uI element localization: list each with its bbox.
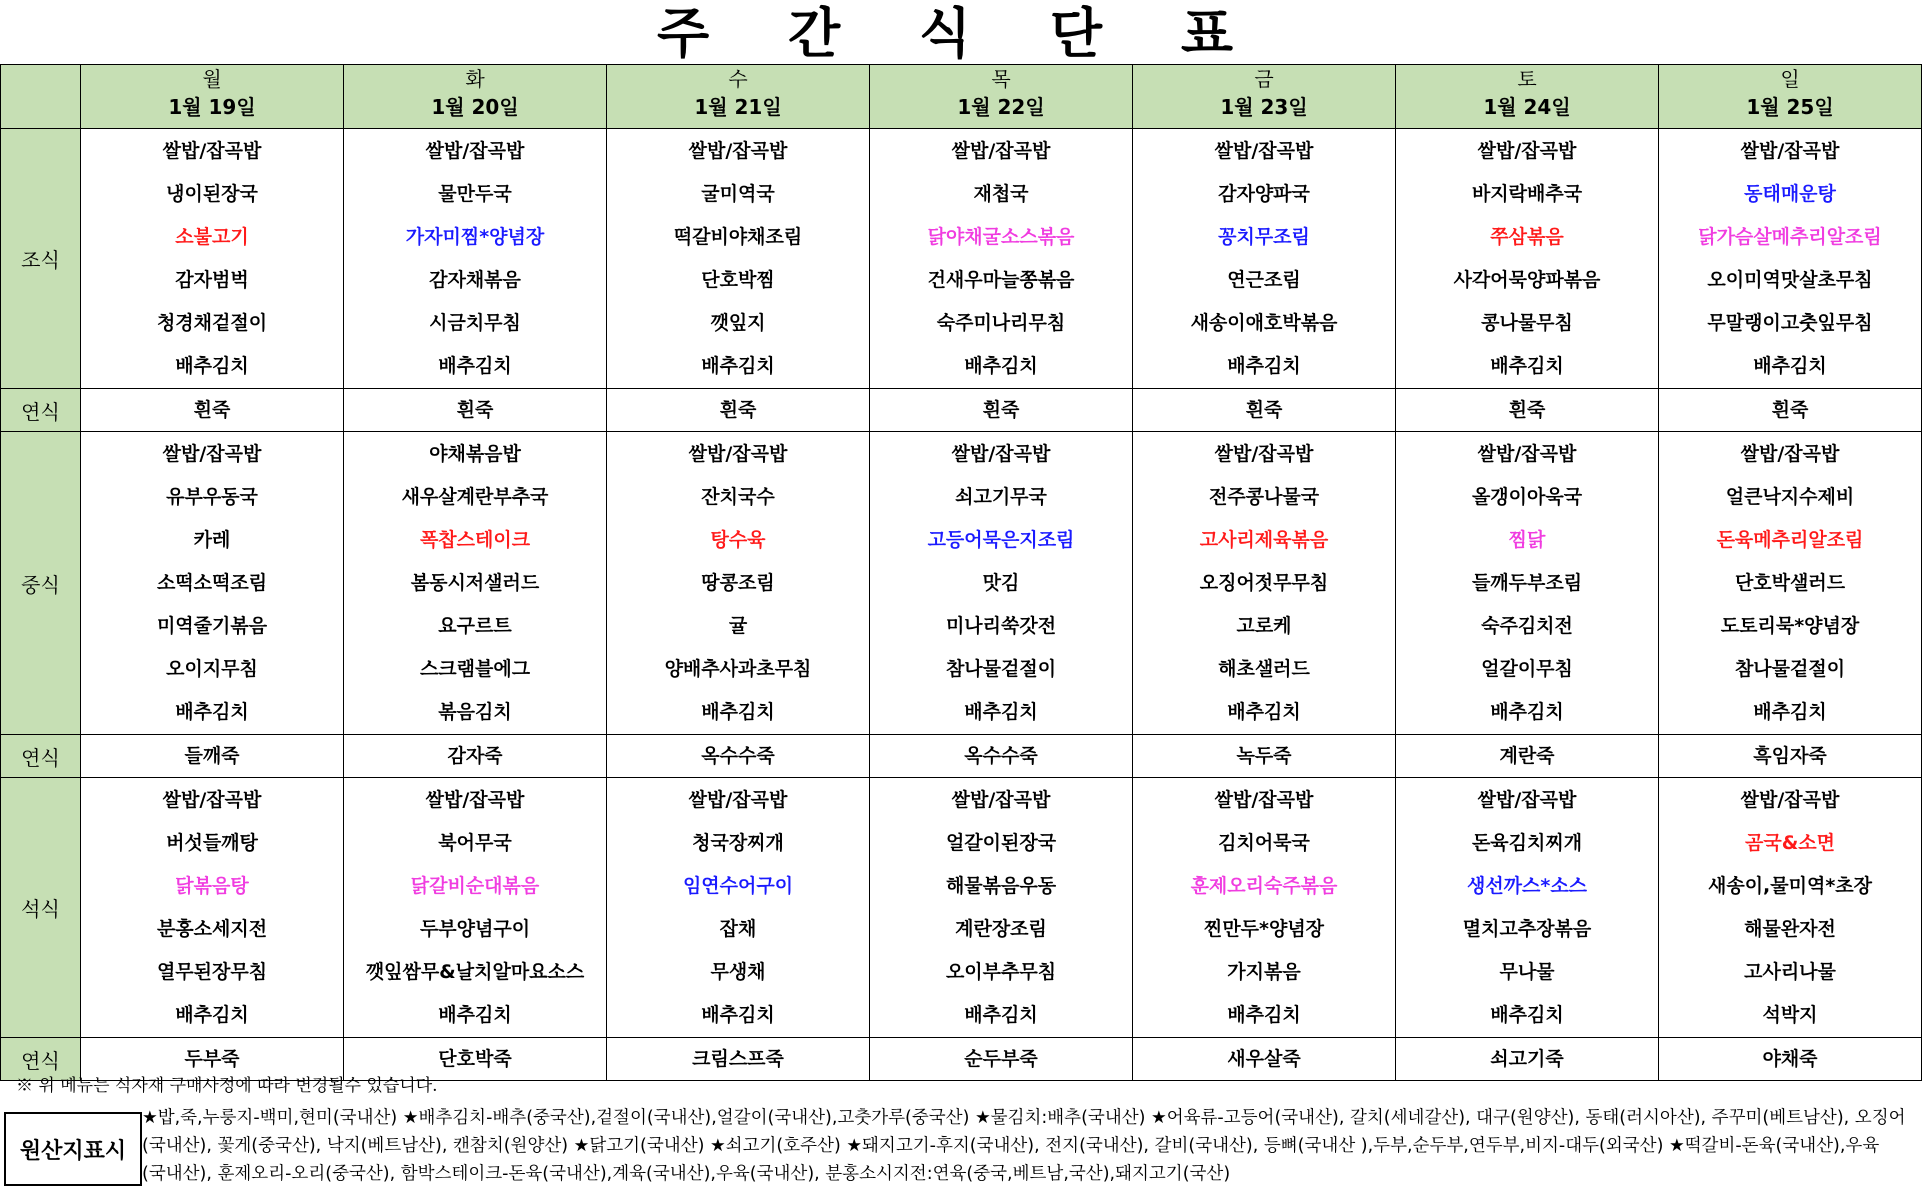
menu-item: 새송이,물미역*초장 [1708,875,1872,897]
menu-item: 가자미찜*양념장 [405,226,545,248]
menu-item: 흰죽 [193,399,231,421]
snack-pm-cell [1396,735,1659,778]
day-header [1133,65,1396,129]
breakfast-cell [607,129,870,389]
menu-item: 멸치고추장볶음 [1462,918,1592,940]
snack-pm-cell [870,735,1133,778]
menu-item: 바지락배추국 [1471,183,1583,205]
menu-item: 흰죽 [1771,399,1809,421]
menu-item: 미나리쑥갓전 [945,615,1057,637]
menu-item: 참나물겉절이 [1734,658,1846,680]
dinner-cell [344,778,607,1038]
menu-item: 쌀밥/잡곡밥 [1477,443,1577,465]
breakfast-cell [344,129,607,389]
menu-item: 쌀밥/잡곡밥 [162,789,262,811]
menu-item: 땅콩조림 [701,572,775,594]
menu-item: 소떡소떡조림 [156,572,268,594]
menu-item: 배추김치 [1490,1004,1564,1026]
menu-item: 쌀밥/잡곡밥 [688,443,788,465]
menu-item: 양배추사과초무침 [664,658,812,680]
menu-item: 쭈삼볶음 [1490,226,1564,248]
menu-item: 단호박찜 [701,269,775,291]
origin-label: 원산지표시 [4,1112,142,1186]
breakfast-cell [1659,129,1922,389]
menu-item: 오이부추무침 [945,961,1057,983]
menu-item: 쌀밥/잡곡밥 [1214,443,1314,465]
menu-item: 냉이된장국 [166,183,258,205]
menu-item: 연근조림 [1227,269,1301,291]
menu-item: 감자범벅 [175,269,249,291]
menu-item: 귤 [728,615,748,637]
menu-item: 유부우동국 [166,486,258,508]
day-header [607,65,870,129]
menu-item: 들깨두부조림 [1471,572,1583,594]
day-date: 1월 25일 [1746,95,1834,119]
menu-item: 소불고기 [175,226,249,248]
breakfast-cell [81,129,344,389]
menu-item: 닭볶음탕 [175,875,249,897]
lunch-cell [344,432,607,735]
snack-am-cell [607,389,870,432]
day-name: 일 [1780,67,1800,91]
menu-item: 청경채겉절이 [156,312,268,334]
menu-item: 배추김치 [1227,701,1301,723]
snack-am-row [1,389,1922,432]
menu-item: 배추김치 [964,701,1038,723]
lunch-cell [1659,432,1922,735]
menu-item: 쌀밥/잡곡밥 [425,789,525,811]
menu-item: 계란장조림 [955,918,1047,940]
lunch-row [1,432,1922,735]
menu-item: 쌀밥/잡곡밥 [1477,789,1577,811]
snack-pm-cell [81,735,344,778]
menu-item: 카레 [193,529,231,551]
menu-item: 요구르트 [438,615,512,637]
menu-item: 배추김치 [701,701,775,723]
menu-item: 배추김치 [1490,355,1564,377]
menu-item: 새우살계란부추국 [401,486,549,508]
menu-item: 가지볶음 [1227,961,1301,983]
menu-item: 참나물겉절이 [945,658,1057,680]
menu-item: 배추김치 [438,355,512,377]
menu-item: 닭야채굴소스볶음 [927,226,1075,248]
menu-item: 새송이애호박볶음 [1190,312,1338,334]
snack-am-label: 연식 [1,389,81,432]
menu-item: 임연수어구이 [682,875,794,897]
footer [0,1074,1922,1193]
menu-item: 쌀밥/잡곡밥 [1214,789,1314,811]
menu-item: 흰죽 [456,399,494,421]
menu-item: 찐만두*양념장 [1203,918,1325,940]
menu-item: 고사리나물 [1744,961,1836,983]
menu-item: 생선까스*소스 [1466,875,1588,897]
day-name: 화 [465,67,485,91]
snack-am-cell [1659,389,1922,432]
menu-item: 배추김치 [438,1004,512,1026]
snack-am-cell [1133,389,1396,432]
menu-item: 쌀밥/잡곡밥 [951,443,1051,465]
menu-item: 분홍소세지전 [156,918,268,940]
dinner-cell [1659,778,1922,1038]
menu-item: 올갱이아욱국 [1471,486,1583,508]
menu-item: 두부양념구이 [419,918,531,940]
menu-item: 북어무국 [438,832,512,854]
menu-item: 녹두죽 [1236,745,1292,767]
breakfast-row [1,129,1922,389]
lunch-cell [1133,432,1396,735]
dinner-row [1,778,1922,1038]
menu-item: 해물완자전 [1744,918,1836,940]
menu-item: 감자양파국 [1218,183,1310,205]
dinner-cell [1133,778,1396,1038]
menu-item: 흰죽 [982,399,1020,421]
menu-item: 쌀밥/잡곡밥 [162,140,262,162]
header-corner [1,65,81,129]
dinner-cell [607,778,870,1038]
menu-item: 쌀밥/잡곡밥 [688,140,788,162]
menu-item: 크림스프죽 [692,1048,784,1070]
day-name: 월 [202,67,222,91]
page-title: 주 간 식 단 표 [656,2,1264,65]
menu-item: 쌀밥/잡곡밥 [162,443,262,465]
lunch-label: 중식 [1,432,81,735]
breakfast-cell [1133,129,1396,389]
menu-item: 새우살죽 [1227,1048,1301,1070]
menu-item: 순두부죽 [964,1048,1038,1070]
menu-item: 닭가슴살메추리알조림 [1698,226,1882,248]
menu-item: 사각어묵양파볶음 [1453,269,1601,291]
menu-item: 곰국&소면 [1745,832,1835,854]
menu-item: 깻잎지 [710,312,766,334]
menu-item: 배추김치 [701,355,775,377]
menu-item: 옥수수죽 [964,745,1038,767]
menu-item: 굴미역국 [701,183,775,205]
menu-item: 무말랭이고춧잎무침 [1707,312,1873,334]
menu-item: 감자죽 [447,745,503,767]
menu-item: 쌀밥/잡곡밥 [1740,140,1840,162]
snack-am-cell [870,389,1133,432]
menu-item: 닭갈비순대볶음 [410,875,540,897]
menu-item: 시금치무침 [429,312,521,334]
dinner-cell [870,778,1133,1038]
menu-item: 해초샐러드 [1218,658,1310,680]
day-date: 1월 22일 [957,95,1045,119]
menu-item: 쌀밥/잡곡밥 [425,140,525,162]
menu-item: 쌀밥/잡곡밥 [1740,443,1840,465]
menu-item: 쇠고기무국 [955,486,1047,508]
day-header [81,65,344,129]
snack-night-label: 연식 [1,1038,81,1081]
menu-item: 재첩국 [973,183,1029,205]
menu-item: 스크램블에그 [419,658,531,680]
day-date: 1월 19일 [168,95,256,119]
day-header-row [1,65,1922,129]
menu-item: 해물볶음우동 [945,875,1057,897]
menu-item: 전주콩나물국 [1208,486,1320,508]
menu-item: 단호박죽 [438,1048,512,1070]
breakfast-label: 조식 [1,129,81,389]
menu-item: 숙주김치전 [1481,615,1573,637]
day-date: 1월 23일 [1220,95,1308,119]
menu-item: 배추김치 [964,1004,1038,1026]
snack-pm-label: 연식 [1,735,81,778]
menu-item: 맛김 [982,572,1020,594]
menu-item: 열무된장무침 [156,961,268,983]
menu-item: 얼갈이된장국 [945,832,1057,854]
menu-change-notice: ※ 위 메뉴는 식자재 구매사정에 따라 변경될수 있습니다. [16,1076,438,1096]
menu-item: 들깨죽 [184,745,240,767]
menu-item: 쌀밥/잡곡밥 [1214,140,1314,162]
menu-item: 무생채 [710,961,766,983]
day-date: 1월 20일 [431,95,519,119]
menu-item: 감자채볶음 [429,269,521,291]
snack-pm-cell [607,735,870,778]
menu-item: 배추김치 [964,355,1038,377]
menu-item: 숙주미나리무침 [936,312,1066,334]
snack-pm-row [1,735,1922,778]
menu-item: 오이미역맛살초무침 [1707,269,1873,291]
menu-item: 옥수수죽 [701,745,775,767]
menu-item: 김치어묵국 [1218,832,1310,854]
menu-item: 쌀밥/잡곡밥 [688,789,788,811]
dinner-cell [81,778,344,1038]
menu-item: 쌀밥/잡곡밥 [1740,789,1840,811]
menu-item: 청국장찌개 [692,832,784,854]
snack-am-cell [1396,389,1659,432]
dinner-cell [1396,778,1659,1038]
menu-item: 고사리제육볶음 [1199,529,1329,551]
menu-item: 배추김치 [701,1004,775,1026]
menu-item: 흰죽 [1508,399,1546,421]
menu-item: 폭찹스테이크 [419,529,531,551]
menu-item: 석박지 [1762,1004,1818,1026]
menu-item: 배추김치 [175,1004,249,1026]
snack-am-cell [344,389,607,432]
day-name: 금 [1254,67,1274,91]
menu-item: 훈제오리숙주볶음 [1190,875,1338,897]
origin-text: ★밥,죽,누룽지-백미,현미(국내산) ★배추김치-배추(중국산),겉절이(국내산),얼갈이(국내산),고춧가루(중국산) ★물김치:배추(국내산) ★어육류-고등어(국내산), 갈치(세네갈산), 대구(원양산), 동태(러시아산), 주꾸미(베트남산), 오징어(국내산), 꽃게(중국산), 낙지(베트남산), 캔참치(원양산) ★닭고기(국내산) ★쇠고기(호주산) ★돼지고기-후지(국내산), 전지(국내산), 갈비(국내산), 등뼈(국내산 ),두부,순두부,연두부,비지-대두(외국산) ★떡갈비-돈육(국내산),우육(국내산), 훈제오리-오리(중국산), 함박스테이크-돈육(국내산),계육(국내산),우육(국내산), 분홍소시지전:연육(중국,베트남,국산),돼지고기(국산) [142,1108,1906,1184]
menu-item: 오이지무침 [166,658,258,680]
snack-pm-cell [344,735,607,778]
menu-item: 야채죽 [1762,1048,1818,1070]
menu-item: 미역줄기볶음 [156,615,268,637]
menu-item: 고로케 [1236,615,1292,637]
menu-item: 야채볶음밥 [429,443,521,465]
menu-item: 오징어젓무무침 [1199,572,1329,594]
menu-item: 무나물 [1499,961,1555,983]
menu-item: 도토리묵*양념장 [1720,615,1860,637]
menu-item: 쇠고기죽 [1490,1048,1564,1070]
menu-item: 얼갈이무침 [1481,658,1573,680]
lunch-cell [870,432,1133,735]
lunch-cell [81,432,344,735]
day-header [1396,65,1659,129]
menu-item: 건새우마늘쫑볶음 [927,269,1075,291]
menu-item: 흑임자죽 [1753,745,1827,767]
menu-item: 잔치국수 [701,486,775,508]
snack-pm-cell [1659,735,1922,778]
menu-item: 배추김치 [1753,355,1827,377]
menu-item: 쌀밥/잡곡밥 [1477,140,1577,162]
menu-item: 떡갈비야채조림 [673,226,803,248]
menu-item: 찜닭 [1508,529,1546,551]
menu-item: 배추김치 [1227,1004,1301,1026]
menu-item: 깻잎쌈무&날치알마요소스 [365,961,585,983]
menu-item: 꽁치무조림 [1218,226,1310,248]
menu-item: 물만두국 [438,183,512,205]
menu-item: 고등어묵은지조림 [927,529,1075,551]
menu-item: 쌀밥/잡곡밥 [951,140,1051,162]
lunch-cell [1396,432,1659,735]
menu-item: 동태매운탕 [1744,183,1836,205]
dinner-label: 석식 [1,778,81,1038]
day-name: 토 [1517,67,1537,91]
menu-item: 흰죽 [1245,399,1283,421]
menu-item: 잡채 [719,918,757,940]
menu-item: 단호박샐러드 [1734,572,1846,594]
menu-item: 쌀밥/잡곡밥 [951,789,1051,811]
day-date: 1월 24일 [1483,95,1571,119]
menu-item: 계란죽 [1499,745,1555,767]
menu-item: 콩나물무침 [1481,312,1573,334]
day-name: 목 [991,67,1011,91]
day-name: 수 [728,67,748,91]
menu-item: 배추김치 [1227,355,1301,377]
menu-item: 배추김치 [1490,701,1564,723]
breakfast-cell [1396,129,1659,389]
menu-item: 흰죽 [719,399,757,421]
day-header [1659,65,1922,129]
menu-item: 돈육메추리알조림 [1716,529,1864,551]
menu-item: 버섯들깨탕 [166,832,258,854]
menu-item: 얼큰낙지수제비 [1725,486,1855,508]
day-header [344,65,607,129]
menu-item: 배추김치 [175,701,249,723]
breakfast-cell [870,129,1133,389]
menu-item: 배추김치 [175,355,249,377]
snack-pm-cell [1133,735,1396,778]
snack-am-cell [81,389,344,432]
menu-item: 배추김치 [1753,701,1827,723]
day-date: 1월 21일 [694,95,782,119]
weekly-menu-table [0,64,1922,1081]
menu-item: 봄동시저샐러드 [410,572,540,594]
day-header [870,65,1133,129]
menu-item: 볶음김치 [438,701,512,723]
menu-item: 두부죽 [184,1048,240,1070]
menu-item: 탕수육 [710,529,766,551]
lunch-cell [607,432,870,735]
menu-item: 돈육김치찌개 [1471,832,1583,854]
